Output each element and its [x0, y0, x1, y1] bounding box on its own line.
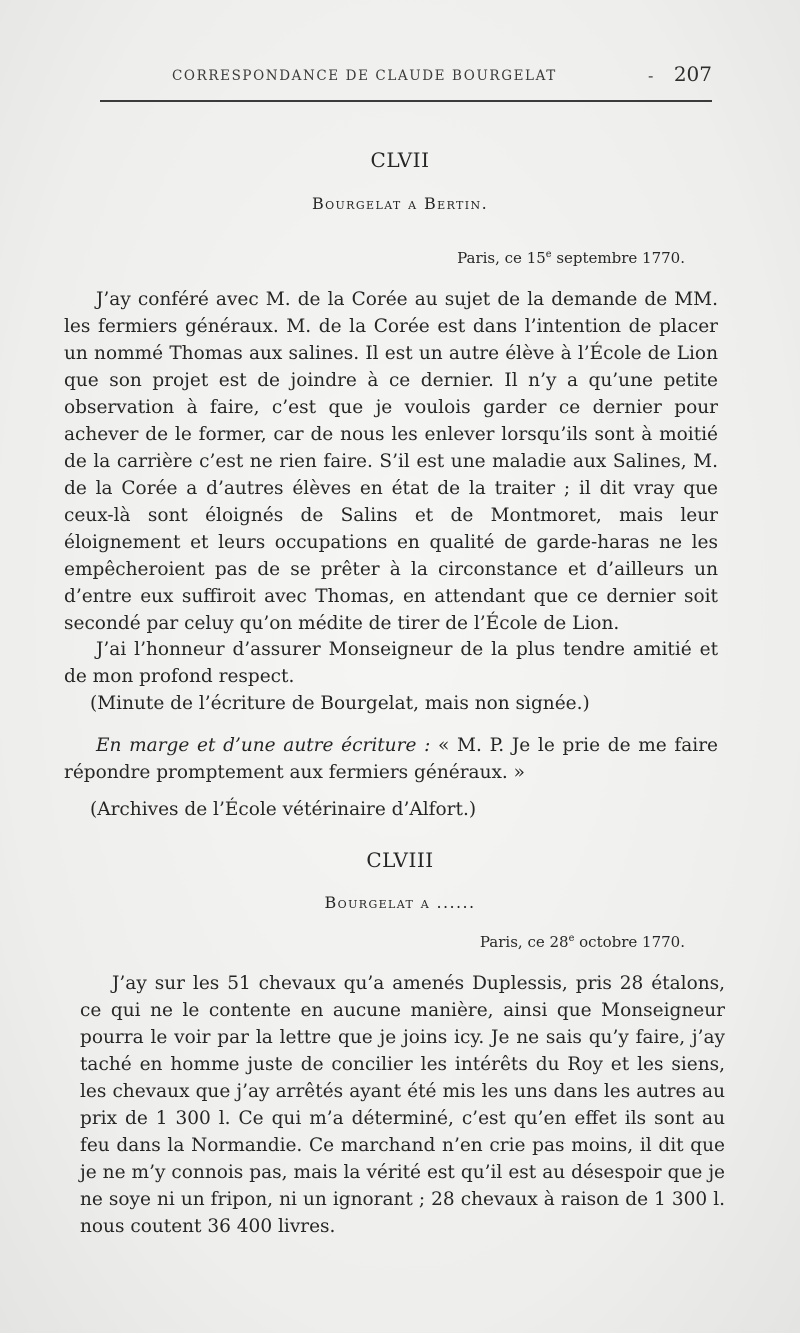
letter-number-clviii: CLVIII [366, 848, 434, 872]
running-head [100, 62, 712, 90]
margin-note-text: « M. P. Je le prie de me faire répondre promptement aux fermiers généraux. » [64, 735, 718, 783]
margin-note-label: En marge et d’une autre écriture : [96, 735, 431, 756]
archives-note: (Archives de l’École vétérinaire d’Alfort.) [90, 799, 477, 820]
dateline-clviii-suffix: octobre 1770. [574, 933, 685, 951]
letter-clviii-body-paragraph-1: J’ay sur les 51 chevaux qu’a amenés Duplessis, pris 28 étalons, ce qui ne le contente en aucune manière, ainsi que Monseigneur pourra le voir par la lettre que je joins icy. Je ne sais qu’y faire, j’ay taché en homme juste de concilier les intérêts du Roy et les siens, les chevaux que j’ay arrêtés ayant été mis les uns dans les autres au prix de 1 300 l. Ce qui m’a déterminé, c’est qu’en effet ils sont au feu dans la Normandie. Ce marchand n’en crie pas moins, il dit que je ne m’y connois pas, mais la vérité est qu’il est au désespoir que je ne soye ni un fripon, ni un ignorant ; 28 chevaux à raison de 1 300 l. nous coutent 36 400 livres. [80, 973, 725, 1237]
running-head-dash: - [648, 66, 654, 85]
header-rule [100, 100, 712, 102]
letter-address-clvii: Bourgelat a Bertin. [311, 194, 489, 213]
dateline-clvii-suffix: septembre 1770. [551, 249, 685, 267]
letter-number-clvii: CLVII [370, 148, 430, 172]
dateline-clvii-sup: e [545, 249, 552, 260]
letter-clvii-body-paragraph-2: J’ai l’honneur d’assurer Monseigneur de la plus tendre amitié et de mon profond respect. [64, 639, 718, 687]
letter-address-clviii: Bourgelat a ...... [324, 893, 476, 912]
dateline-clviii [100, 933, 685, 951]
letter-clvii-body-paragraph-1: J’ay conféré avec M. de la Corée au sujet de la demande de MM. les fermiers généraux. M. de la Corée est dans l’intention de placer un nommé Thomas aux salines. Il est un autre élève à l’École de Lion que son projet est de joindre à ce dernier. Il n’y a qu’une petite observation à faire, c’est que je voulois garder ce dernier pour achever de le former, car de nous les enlever lorsqu’ils sont à moitié de la carrière c’est ne rien faire. S’il est une maladie aux Salines, M. de la Corée a d’autres élèves en état de la traiter ; il dit vray que ceux-là sont éloignés de Salins et de Montmoret, mais leur éloignement et leurs occupations en qualité de garde-haras ne les empêcheroient pas de se prêter à la circonstance et d’ailleurs un d’entre eux suffiroit avec Thomas, en attendant que ce dernier soit secondé par celuy qu’on médite de tirer de l’École de Lion. [64, 289, 718, 634]
minute-note: (Minute de l’écriture de Bourgelat, mais non signée.) [90, 693, 590, 714]
page-number: 207 [673, 62, 712, 86]
dateline-clvii [100, 249, 685, 267]
dateline-clviii-sup: e [568, 933, 575, 944]
margin-note [64, 732, 718, 786]
dateline-clviii-prefix: Paris, ce 28 [479, 933, 569, 951]
running-head-title: CORRESPONDANCE DE CLAUDE BOURGELAT [172, 68, 557, 84]
dateline-clvii-prefix: Paris, ce 15 [457, 249, 546, 267]
